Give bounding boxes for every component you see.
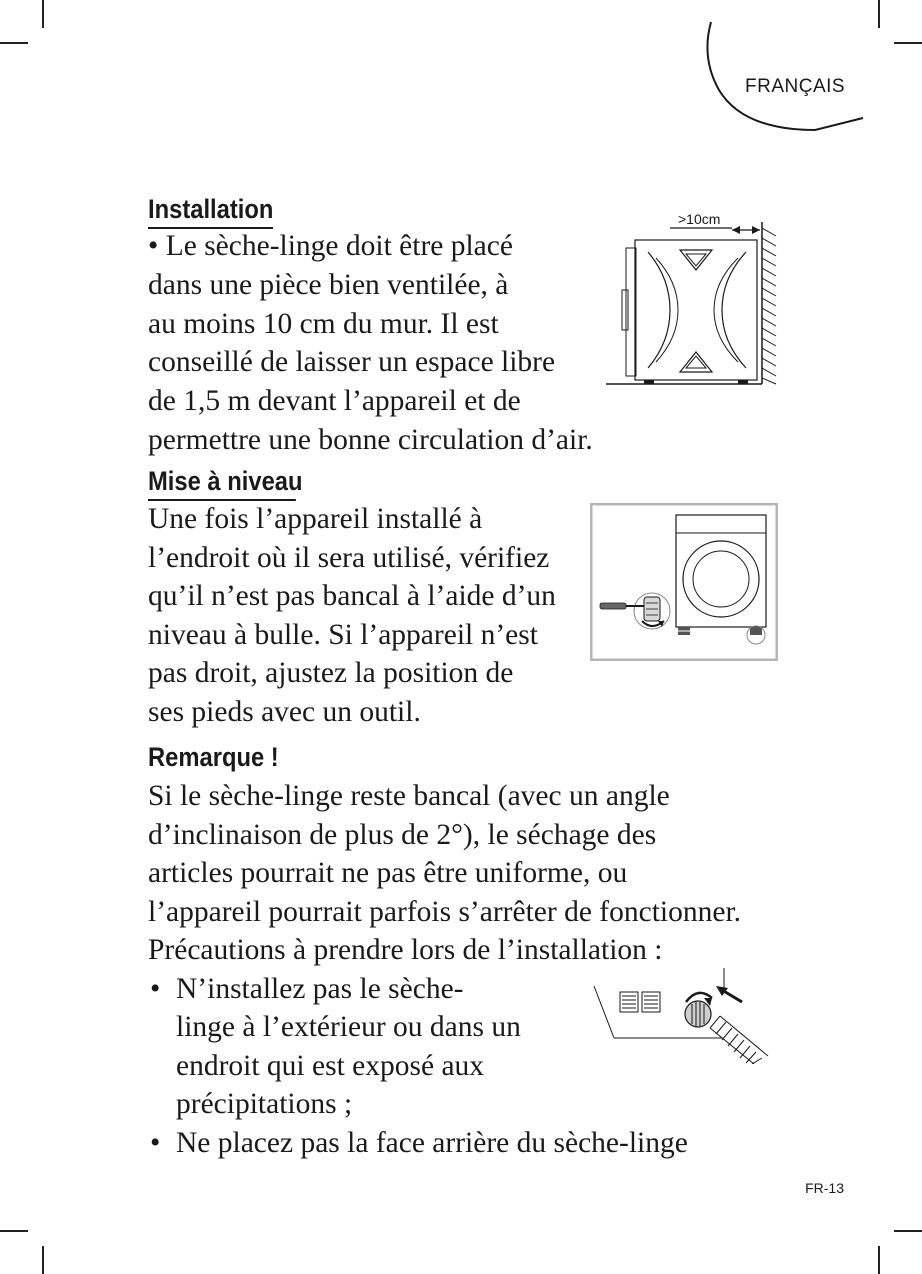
crop-mark <box>0 42 28 44</box>
section-title-remark: Remarque ! <box>148 742 279 772</box>
text-line: au moins 10 cm du mur. Il est <box>148 308 499 340</box>
crop-mark <box>42 0 44 28</box>
text-line: Une fois l’appareil installé à <box>148 503 483 535</box>
text-line: pas droit, ajustez la position de <box>148 657 514 689</box>
text-line: niveau à bulle. Si l’appareil n’est <box>148 619 538 651</box>
text-line: conseillé de laisser un espace libre <box>148 346 556 378</box>
crop-mark <box>878 0 880 28</box>
text-line: ses pieds avec un outil. <box>148 696 421 728</box>
text-line: d’inclinaison de plus de 2°), le séchage des <box>148 819 657 851</box>
text-line: qu’il n’est pas bancal à l’aide d’un <box>148 580 556 612</box>
bullet-marker: • <box>150 1127 161 1159</box>
language-label: FRANÇAIS <box>745 76 846 97</box>
bullet-line: précipitations ; <box>176 1088 353 1120</box>
text-line: • Le sèche-linge doit être placé <box>148 230 513 262</box>
section-title-leveling: Mise à niveau <box>148 466 296 501</box>
crop-mark <box>42 1246 44 1274</box>
bullet-line: Ne placez pas la face arrière du sèche-linge <box>176 1127 688 1159</box>
bullet-marker: • <box>150 973 161 1005</box>
text-line: Précautions à prendre lors de l’installation : <box>148 934 663 966</box>
page-number: FR-13 <box>805 1180 844 1196</box>
bullet-line: endroit qui est exposé aux <box>176 1050 485 1082</box>
clearance-label: >10cm <box>678 211 721 227</box>
bullet-line: N’installez pas le sèche- <box>176 973 464 1005</box>
section-title-installation: Installation <box>148 194 273 229</box>
bullet-line: linge à l’extérieur ou dans un <box>176 1011 521 1043</box>
text-line: dans une pièce bien ventilée, à <box>148 269 509 301</box>
text-line: l’appareil pourrait parfois s’arrêter de fonctionner. <box>148 896 742 928</box>
text-line: articles pourrait ne pas être uniforme, ou <box>148 857 628 889</box>
crop-mark <box>894 42 922 44</box>
text-line: de 1,5 m devant l’appareil et de <box>148 385 521 417</box>
leveling-feet-illustration <box>590 503 778 661</box>
text-line: Si le sèche-linge reste bancal (avec un angle <box>148 780 670 812</box>
crop-mark <box>0 1230 28 1232</box>
dryer-wall-clearance-illustration <box>600 208 790 393</box>
text-line: permettre une bonne circulation d’air. <box>148 424 593 456</box>
text-line: l’endroit où il sera utilisé, vérifiez <box>148 542 550 574</box>
rear-vent-hose-illustration <box>592 968 778 1064</box>
crop-mark <box>878 1246 880 1274</box>
crop-mark <box>894 1230 922 1232</box>
